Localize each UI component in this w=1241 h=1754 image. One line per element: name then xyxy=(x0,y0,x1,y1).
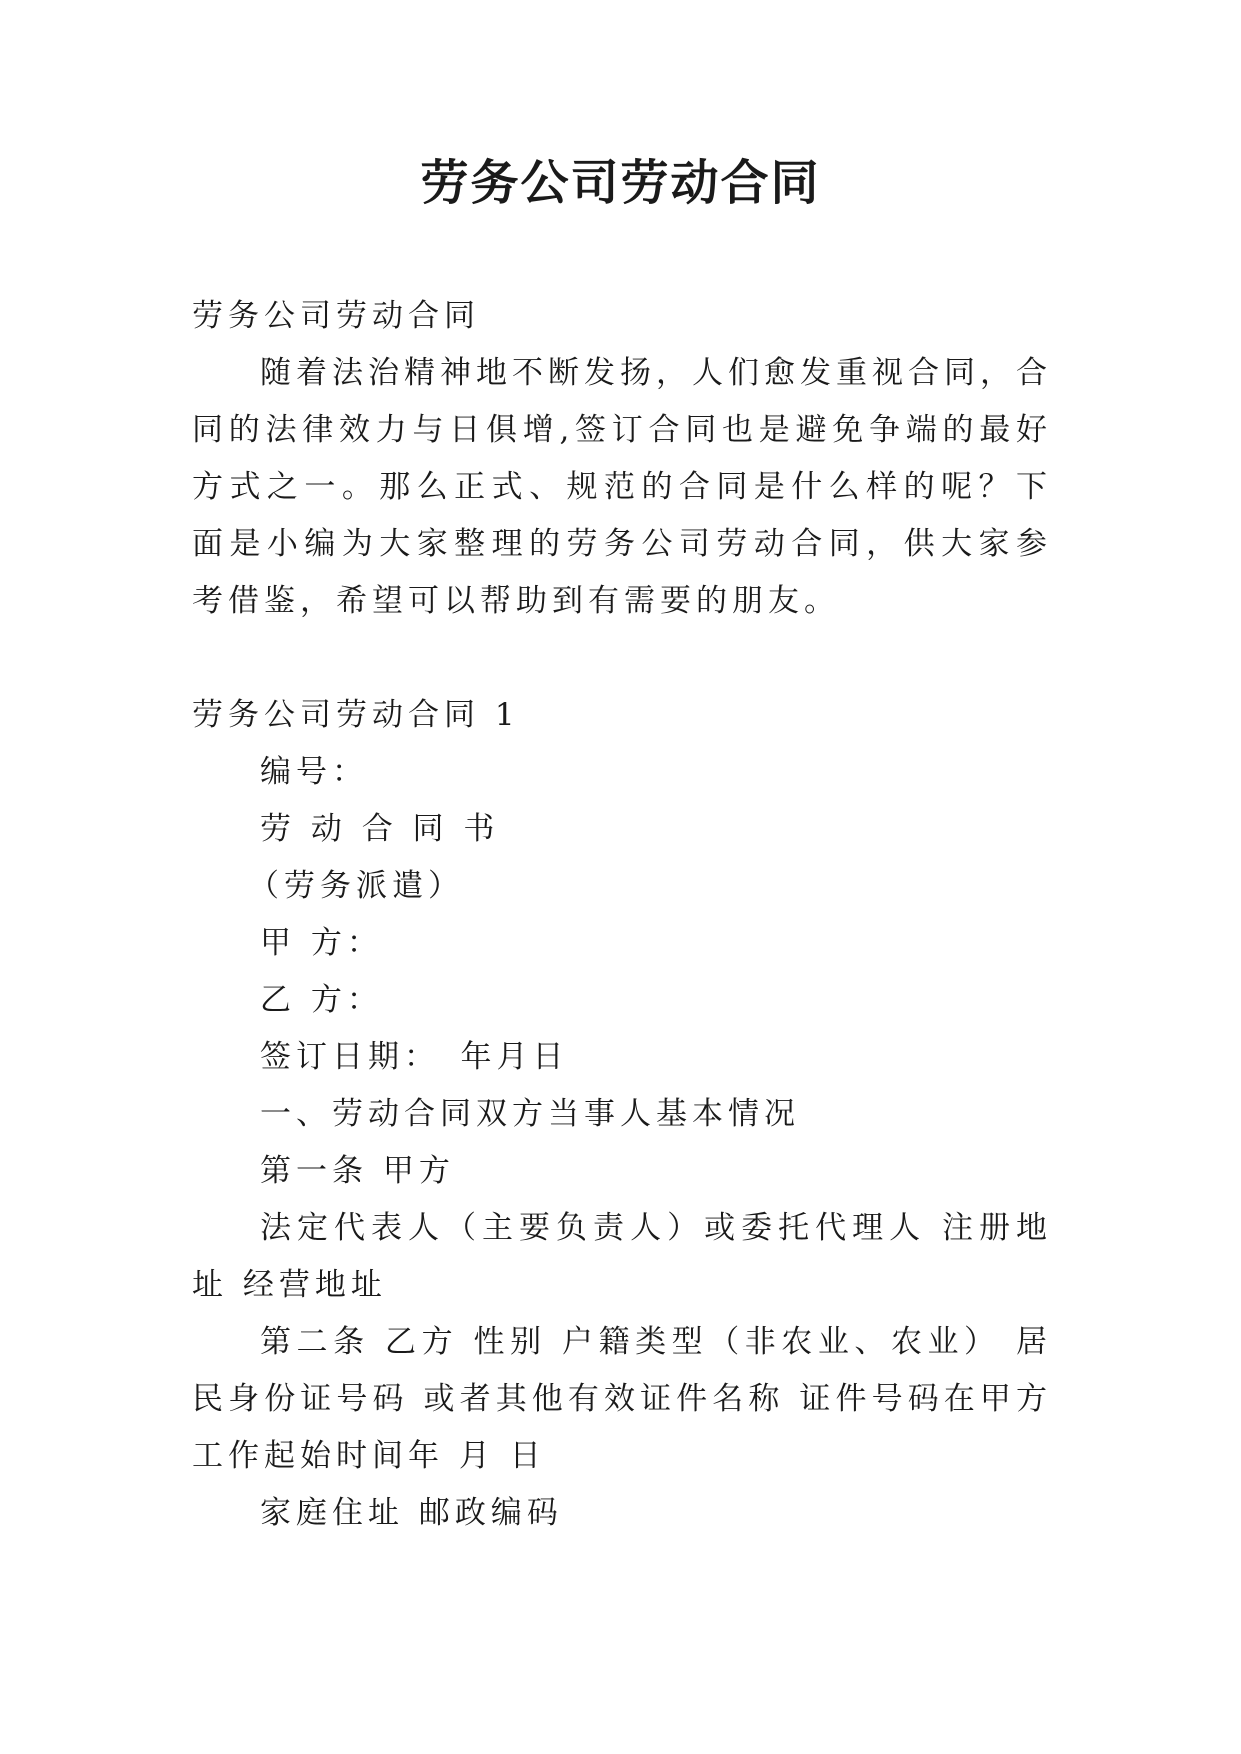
article-1-fields: 法定代表人（主要负责人）或委托代理人 注册地址 经营地址 xyxy=(192,1210,1052,1303)
intro-heading: 劳务公司劳动合同 xyxy=(192,298,480,334)
party-a-label: 甲 方： xyxy=(260,925,383,961)
contract-book-title: 劳 动 合 同 书 xyxy=(260,811,500,847)
contract-subtitle: （劳务派遣） xyxy=(248,868,464,904)
party-b-label: 乙 方： xyxy=(260,982,383,1018)
article-1-heading: 第一条 甲方 xyxy=(260,1153,455,1189)
article-2-fields: 第二条 乙方 性别 户籍类型（非农业、农业） 居民身份证号码 或者其他有效证件名称 证件号码在甲方工作起始时间年 月 日 xyxy=(192,1324,1052,1474)
address-fields: 家庭住址 邮政编码 xyxy=(260,1495,563,1531)
contract-heading: 劳务公司劳动合同 1 xyxy=(192,697,520,733)
intro-paragraph: 随着法治精神地不断发扬，人们愈发重视合同，合同的法律效力与日俱增,签订合同也是避免争端的最好方式之一。那么正式、规范的合同是什么样的呢？下面是小编为大家整理的劳务公司劳动合同，供大家参考借鉴，希望可以帮助到有需要的朋友。 xyxy=(192,355,1052,619)
contract-number-label: 编号： xyxy=(260,754,368,790)
signing-date-label: 签订日期： 年月日 xyxy=(260,1039,569,1075)
document-body xyxy=(192,288,1052,1542)
document-title: 劳务公司劳动合同 xyxy=(420,155,821,211)
section-heading: 一、劳动合同双方当事人基本情况 xyxy=(260,1096,800,1132)
